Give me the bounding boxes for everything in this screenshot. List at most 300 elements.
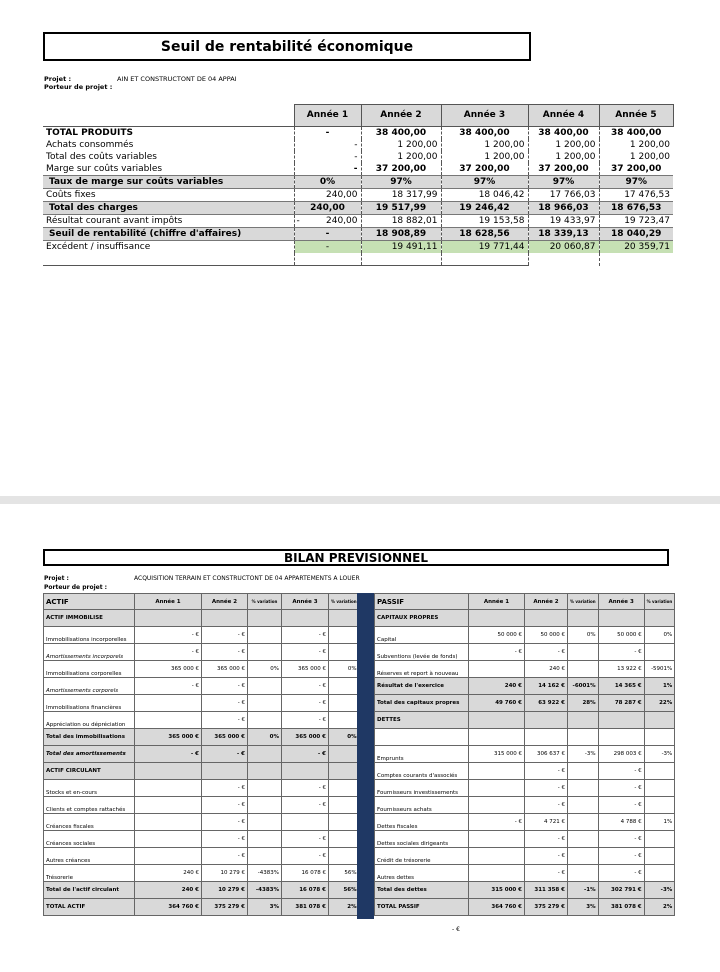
year-header: Année 4 [528,105,599,127]
bilan-porteur-label [44,583,107,592]
passif-row-label: Total des dettes [375,882,469,899]
actif-table [43,593,360,916]
actif-cell: 364 760 € [135,899,202,916]
row-marge [43,163,673,176]
passif-cell: 315 000 € [469,746,525,763]
actif-cell [248,780,282,797]
actif-cell: - € [202,831,248,848]
actif-header-cell: % variation [329,594,360,610]
projet-value: AIN ET CONSTRUCTONT DE 04 APPAI [117,75,237,83]
passif-cell: 240 € [469,678,525,695]
bilan-separator [357,593,374,919]
actif-cell [329,814,360,831]
actif-cell: - € [135,746,202,763]
passif-row [375,746,675,763]
passif-cell [525,712,568,729]
passif-cell: - € [598,763,644,780]
cell: 20 060,87 [528,241,599,254]
actif-row-label: Amortissements corporels [44,678,135,695]
seuil-table [43,104,674,266]
actif-row-label: Autres créances [44,848,135,865]
passif-cell: - € [469,644,525,661]
actif-row [44,848,360,865]
porteur-label-text: Porteur de projet : [44,83,113,91]
passif-row-label: Réserves et report à nouveau [375,661,469,678]
row-label: Taux de marge sur coûts variables [43,176,294,189]
actif-row [44,661,360,678]
actif-cell [248,644,282,661]
passif-row [375,729,675,746]
actif-cell [248,797,282,814]
row-label: Total des charges [43,202,294,215]
row-couts-fixes [43,189,673,202]
passif-row-label: Crédit de trésorerie [375,848,469,865]
cell: 1 200,00 [441,139,528,151]
passif-cell: - € [525,865,568,882]
passif-cell [568,780,599,797]
actif-cell: 365 000 € [135,729,202,746]
passif-row [375,848,675,865]
passif-cell: 306 637 € [525,746,568,763]
passif-row [375,644,675,661]
cell: 38 400,00 [441,127,528,140]
actif-cell: 10 279 € [202,865,248,882]
row-label: Résultat courant avant impôts [46,215,183,226]
passif-cell [525,729,568,746]
cell: 19 433,97 [528,215,599,228]
cell: 19 771,44 [441,241,528,254]
actif-row-label: Total des immobilisations [44,729,135,746]
actif-cell [282,610,329,627]
passif-cell [568,763,599,780]
actif-cell: - € [135,678,202,695]
passif-cell [598,712,644,729]
cell: 20 359,71 [599,241,673,254]
passif-cell: 375 279 € [525,899,568,916]
cell: 240,00 [294,189,361,202]
cell: 1 200,00 [528,139,599,151]
actif-cell: 0% [329,661,360,678]
bilan-projet-label [44,574,69,583]
actif-cell: 365 000 € [135,661,202,678]
actif-row-label: Stocks et en-cours [44,780,135,797]
passif-row-label: Fournisseurs achats [375,797,469,814]
passif-cell: -3% [644,882,675,899]
passif-cell [644,797,675,814]
actif-row-label: Immobilisations financières [44,695,135,712]
passif-cell [644,712,675,729]
passif-cell: 1% [644,678,675,695]
actif-cell [248,712,282,729]
seuil-header-row [43,105,673,127]
passif-cell: 302 791 € [598,882,644,899]
passif-cell [568,661,599,678]
passif-row-label [375,729,469,746]
passif-cell: 28% [568,695,599,712]
actif-cell: 375 279 € [202,899,248,916]
passif-cell: -3% [644,746,675,763]
bilan-page [0,504,720,972]
passif-row-label: Capital [375,627,469,644]
row-couts-variables [43,151,673,163]
actif-cell: - € [202,627,248,644]
passif-cell: -5901% [644,661,675,678]
passif-cell [644,644,675,661]
page-gap [0,496,720,504]
porteur-label [44,83,112,92]
actif-cell: 365 000 € [202,661,248,678]
passif-cell: -3% [568,746,599,763]
passif-cell: 14 162 € [525,678,568,695]
passif-cell [469,661,525,678]
cell: 97% [441,176,528,189]
passif-cell [469,610,525,627]
cell: 37 200,00 [441,163,528,176]
actif-cell [135,780,202,797]
actif-row-label: ACTIF IMMOBILISE [44,610,135,627]
actif-cell: - € [202,848,248,865]
actif-row-label: TOTAL ACTIF [44,899,135,916]
passif-cell: - € [469,814,525,831]
actif-cell: - € [202,780,248,797]
actif-cell [248,610,282,627]
passif-cell: 1% [644,814,675,831]
actif-row [44,882,360,899]
header-blank [43,105,294,127]
passif-header-cell: % variation [644,594,675,610]
actif-cell [202,763,248,780]
actif-cell: - € [202,678,248,695]
cell: - [294,151,361,163]
passif-cell: - € [525,763,568,780]
actif-cell: - € [282,627,329,644]
cell: 97% [599,176,673,189]
passif-row-label: Total des capitaux propres [375,695,469,712]
actif-header-row [44,594,360,610]
actif-cell [135,763,202,780]
actif-row-label: Amortissements incorporels [44,644,135,661]
cell [294,215,361,228]
cell: 1 200,00 [599,151,673,163]
passif-cell: 50 000 € [469,627,525,644]
cell: 38 400,00 [599,127,673,140]
passif-row [375,678,675,695]
passif-cell [469,712,525,729]
empty-cell [361,253,441,266]
passif-cell: 364 760 € [469,899,525,916]
empty-cell [528,253,599,266]
row-label: TOTAL PRODUITS [43,127,294,140]
actif-cell [248,814,282,831]
cell: 18 628,56 [441,228,528,241]
passif-table [374,593,675,916]
actif-cell: - € [202,644,248,661]
cell: - [294,241,361,254]
cell: 19 153,58 [441,215,528,228]
cell-value: 240,00 [326,215,358,226]
actif-cell: -4383% [248,865,282,882]
passif-cell: 311 358 € [525,882,568,899]
row-taux-marge [43,176,673,189]
passif-header-cell: PASSIF [375,594,469,610]
row-resultat [43,215,673,228]
actif-cell [248,848,282,865]
passif-cell: 49 760 € [469,695,525,712]
cell: 18 676,53 [599,202,673,215]
passif-row [375,831,675,848]
empty-cell [599,253,673,266]
passif-cell: 240 € [525,661,568,678]
passif-cell [568,848,599,865]
passif-cell [568,644,599,661]
passif-row [375,780,675,797]
actif-cell [329,848,360,865]
cell: 18 882,01 [361,215,441,228]
actif-row-label: Créances sociales [44,831,135,848]
actif-cell [329,780,360,797]
actif-row-label: Immobilisations corporelles [44,661,135,678]
cell: 1 200,00 [528,151,599,163]
row-excedent [43,241,673,254]
passif-row [375,627,675,644]
passif-row-label: Subventions (levée de fonds) [375,644,469,661]
passif-row [375,610,675,627]
actif-cell [135,797,202,814]
actif-cell [135,695,202,712]
actif-cell [329,678,360,695]
passif-row-label: Résultat de l'exercice [375,678,469,695]
cell: 18 046,42 [441,189,528,202]
passif-cell: 2% [644,899,675,916]
actif-cell [135,610,202,627]
cell: 37 200,00 [361,163,441,176]
actif-cell [329,627,360,644]
actif-header-cell: Année 2 [202,594,248,610]
row-label: Excédent / insuffisance [46,241,151,252]
actif-row [44,729,360,746]
passif-cell [644,780,675,797]
passif-cell: - € [525,644,568,661]
passif-cell: -1% [568,882,599,899]
actif-cell [329,644,360,661]
cell: 38 400,00 [528,127,599,140]
passif-cell: - € [598,797,644,814]
row-total-produits [43,127,673,140]
bilan-projet-label-text: Projet : [44,575,69,582]
passif-cell: 50 000 € [525,627,568,644]
actif-cell [329,763,360,780]
actif-cell: - € [202,695,248,712]
actif-cell [135,848,202,865]
passif-cell: 0% [644,627,675,644]
passif-cell [568,610,599,627]
cell: 38 400,00 [361,127,441,140]
passif-cell: - € [525,831,568,848]
actif-cell: 56% [329,882,360,899]
cell: 97% [528,176,599,189]
actif-cell [329,746,360,763]
passif-cell: 13 922 € [598,661,644,678]
passif-row-label: DETTES [375,712,469,729]
cell: 0% [294,176,361,189]
passif-cell [598,729,644,746]
actif-row [44,610,360,627]
actif-cell [248,627,282,644]
cell: 1 200,00 [599,139,673,151]
cell: - [294,163,361,176]
actif-cell [248,763,282,780]
passif-row-label: Comptes courants d'associés [375,763,469,780]
passif-row-label: CAPITAUX PROPRES [375,610,469,627]
actif-row [44,695,360,712]
row-label: Marge sur coûts variables [46,163,163,174]
actif-row [44,763,360,780]
passif-cell [644,865,675,882]
passif-cell [469,729,525,746]
passif-row-label: Emprunts [375,746,469,763]
actif-cell [329,610,360,627]
passif-row [375,797,675,814]
seuil-title: Seuil de rentabilité économique [43,32,531,61]
passif-cell [525,610,568,627]
footer-value: - € [452,926,460,933]
passif-cell: 50 000 € [598,627,644,644]
actif-row-label: Total de l'actif circulant [44,882,135,899]
passif-cell [568,831,599,848]
passif-cell: 298 003 € [598,746,644,763]
actif-cell: 0% [248,661,282,678]
passif-cell: 315 000 € [469,882,525,899]
actif-row [44,899,360,916]
passif-cell: 381 078 € [598,899,644,916]
actif-cell: - € [282,712,329,729]
passif-cell [469,848,525,865]
row-label: Coûts fixes [46,189,96,200]
actif-header-cell: Année 3 [282,594,329,610]
passif-cell: 4 721 € [525,814,568,831]
passif-cell: 22% [644,695,675,712]
passif-cell: - € [598,865,644,882]
passif-cell [644,763,675,780]
actif-row [44,780,360,797]
actif-header-cell: ACTIF [44,594,135,610]
actif-cell: 10 279 € [202,882,248,899]
passif-cell: 4 788 € [598,814,644,831]
passif-row [375,763,675,780]
passif-header-cell: Année 3 [598,594,644,610]
actif-row [44,644,360,661]
actif-cell [248,695,282,712]
bilan-projet-value: ACQUISITION TERRAIN ET CONSTRUCTONT DE 04 APPARTEMENTS A LOUER [134,575,360,582]
passif-cell: 78 287 € [598,695,644,712]
actif-cell: 365 000 € [282,661,329,678]
passif-row [375,814,675,831]
actif-cell: - € [202,814,248,831]
cell: 19 517,99 [361,202,441,215]
actif-cell [329,797,360,814]
actif-cell: 56% [329,865,360,882]
actif-row [44,627,360,644]
cell: 1 200,00 [361,151,441,163]
cell: 17 766,03 [528,189,599,202]
actif-cell [248,678,282,695]
actif-row-label: Trésorerie [44,865,135,882]
passif-cell [469,780,525,797]
actif-cell: 2% [329,899,360,916]
actif-row-label: Créances fiscales [44,814,135,831]
passif-cell [644,848,675,865]
actif-row [44,712,360,729]
cell: - [294,228,361,241]
passif-header-row [375,594,675,610]
passif-cell [568,814,599,831]
passif-cell [568,712,599,729]
actif-cell: 240 € [135,865,202,882]
actif-cell [202,610,248,627]
actif-cell: - € [282,746,329,763]
passif-cell: - € [598,780,644,797]
row-total-charges [43,202,673,215]
actif-cell [135,831,202,848]
passif-cell [644,610,675,627]
minus-prefix: - [296,215,300,226]
actif-cell: 0% [329,729,360,746]
actif-cell: - € [282,695,329,712]
actif-cell: - € [282,848,329,865]
row-empty [43,253,673,266]
row-label: Achats consommés [46,139,134,150]
actif-header-cell: Année 1 [135,594,202,610]
passif-cell: - € [525,780,568,797]
actif-row-label: Appréciation ou dépréciation [44,712,135,729]
actif-cell [282,763,329,780]
cell: 97% [361,176,441,189]
actif-cell: 3% [248,899,282,916]
bilan-title: BILAN PREVISIONNEL [43,549,669,566]
passif-cell [598,610,644,627]
cell: 18 966,03 [528,202,599,215]
actif-cell [282,814,329,831]
passif-cell: -6001% [568,678,599,695]
actif-row-label: ACTIF CIRCULANT [44,763,135,780]
empty-cell [441,253,528,266]
passif-header-cell: Année 1 [469,594,525,610]
year-header: Année 5 [599,105,673,127]
passif-cell: - € [598,831,644,848]
actif-header-cell: % variation [248,594,282,610]
passif-row [375,899,675,916]
year-header: Année 3 [441,105,528,127]
passif-cell [568,797,599,814]
year-header: Année 1 [294,105,361,127]
actif-cell: - € [202,746,248,763]
actif-cell [329,712,360,729]
actif-cell: - € [135,644,202,661]
passif-cell: - € [525,848,568,865]
cell: 18 317,99 [361,189,441,202]
actif-cell: - € [282,831,329,848]
passif-row [375,695,675,712]
actif-cell [135,712,202,729]
actif-cell [135,814,202,831]
year-header: Année 2 [361,105,441,127]
cell: 18 908,89 [361,228,441,241]
cell: 17 476,53 [599,189,673,202]
passif-header-cell: % variation [568,594,599,610]
passif-cell: - € [525,797,568,814]
actif-cell [329,831,360,848]
actif-cell: - € [282,644,329,661]
